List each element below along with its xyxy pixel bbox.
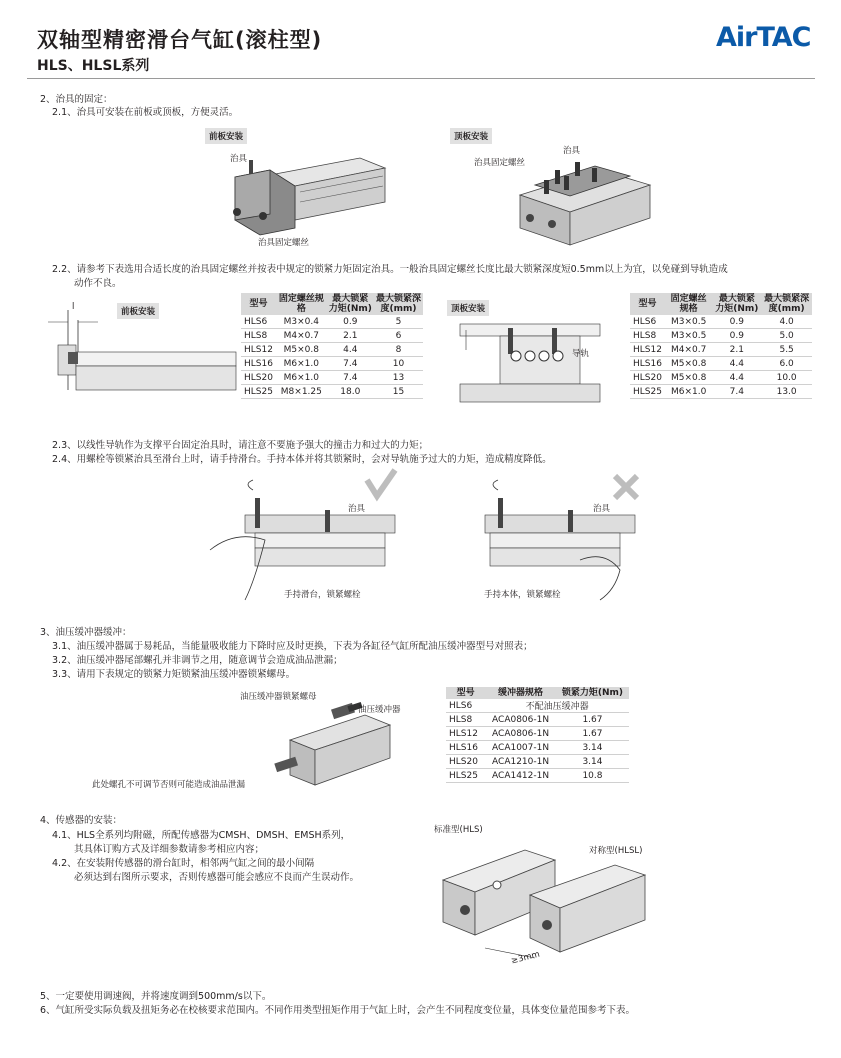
cell: HLS6 — [241, 315, 276, 329]
cell: 15 — [374, 385, 423, 399]
sec2-3-text: 2.3、以线性导轨作为支撑平台固定治具时，请注意不要施予强大的撞击力和过大的力矩； — [52, 440, 429, 451]
cell: M5×0.8 — [665, 371, 712, 385]
cell: 2.1 — [327, 329, 374, 343]
table-row — [241, 329, 423, 343]
cell: M4×0.7 — [276, 329, 327, 343]
cell: 0.9 — [327, 315, 374, 329]
top-mount-section-diagram — [460, 320, 600, 405]
cell: 5.5 — [761, 343, 812, 357]
hold-body-caption: 手持本体，锁紧螺栓 — [484, 590, 561, 600]
table-header: 固定螺丝规格 — [665, 293, 712, 315]
table-row — [446, 741, 629, 755]
top-mount-label: 顶板安装 — [450, 128, 492, 144]
sec4-2-text-line2: 必须达到右图所示要求，否则传感器可能会感应不良而产生误动作。 — [74, 872, 360, 883]
cell: HLS16 — [630, 357, 665, 371]
front-mount-section-diagram — [38, 300, 238, 400]
table-row — [241, 385, 423, 399]
table-row — [630, 385, 812, 399]
cell: HLS8 — [446, 713, 485, 727]
table-row — [241, 357, 423, 371]
cell: 0.9 — [712, 315, 761, 329]
cell: 13.0 — [761, 385, 812, 399]
cell: 不配油压缓冲器 — [485, 699, 629, 713]
cell: 1.67 — [556, 727, 629, 741]
cell: 7.4 — [327, 371, 374, 385]
cell: HLS12 — [446, 727, 485, 741]
table-header: 型号 — [446, 687, 485, 699]
cell: M6×1.0 — [276, 371, 327, 385]
cell: HLS8 — [241, 329, 276, 343]
cell: 7.4 — [712, 385, 761, 399]
hold-table-illustration — [205, 470, 395, 600]
cell: 3.14 — [556, 755, 629, 769]
cell: 13 — [374, 371, 423, 385]
table-header: 固定螺丝规格 — [276, 293, 327, 315]
top-mount-spec-table — [630, 293, 812, 399]
table-header: 缓冲器规格 — [485, 687, 556, 699]
table-header: 最大锁紧力矩(Nm) — [327, 293, 374, 315]
airtac-logo: AirTAC — [716, 22, 811, 53]
sec3-heading: 3、油压缓冲器缓冲： — [40, 627, 132, 638]
cell: 1.67 — [556, 713, 629, 727]
cell: M3×0.4 — [276, 315, 327, 329]
sec3-1-text: 3.1、油压缓冲器属于易耗品，当能量吸收能力下降时应及时更换，下表为各缸径气缸所配油压缓冲器型号对照表； — [52, 641, 533, 652]
shock-nut-label: 油压缓冲器锁紧螺母 — [240, 692, 317, 702]
cell: 10 — [374, 357, 423, 371]
cell: 8 — [374, 343, 423, 357]
page-subtitle: HLS、HLSL系列 — [37, 58, 150, 74]
cell: ACA1210-1N — [485, 755, 556, 769]
standard-type-label: 标准型(HLS) — [434, 825, 483, 835]
sec4-1-text-line1: 4.1、HLS全系列均附磁，所配传感器为CMSH、DMSH、EMSH系列， — [52, 830, 351, 841]
cell: 4.0 — [761, 315, 812, 329]
table-row — [446, 769, 629, 783]
cell: 10.8 — [556, 769, 629, 783]
table-header: 最大锁紧深度(mm) — [374, 293, 423, 315]
cell: 4.4 — [712, 357, 761, 371]
sec4-1-text-line2: 其具体订购方式及详细参数请参考相应内容； — [74, 844, 265, 855]
cell: HLS25 — [446, 769, 485, 783]
table-row — [630, 357, 812, 371]
cell: M3×0.5 — [665, 329, 712, 343]
cell: HLS12 — [241, 343, 276, 357]
table-row — [241, 315, 423, 329]
cell: 2.1 — [712, 343, 761, 357]
cell: HLS20 — [630, 371, 665, 385]
cell: 4.4 — [712, 371, 761, 385]
cell: M4×0.7 — [665, 343, 712, 357]
sec6-text: 6、气缸所受实际负载及扭矩务必在校核要求范围内。不同作用类型扭矩作用于气缸上时，会产生不同程度变位量，具体变位量范围参考下表。 — [40, 1005, 636, 1016]
cell: ACA0806-1N — [485, 727, 556, 741]
front-mount-label: 前板安装 — [205, 128, 247, 144]
shock-absorber-table — [446, 687, 629, 783]
symmetric-type-label: 对称型(HLSL) — [589, 846, 643, 856]
sec2-2-text-line1: 2.2、请参考下表选用合适长度的治具固定螺丝并按表中规定的锁紧力矩固定治具。一般治具固定螺丝长度比最大锁紧深度短0.5mm以上为宜，以免碰到导轨造成 — [52, 264, 728, 275]
cell: ACA1412-1N — [485, 769, 556, 783]
dimension-l-label: l — [72, 302, 75, 312]
cell: HLS20 — [446, 755, 485, 769]
front-mount-spec-table — [241, 293, 423, 399]
jig-screw-label-top: 治具固定螺丝 — [474, 158, 526, 168]
cell: M5×0.8 — [276, 343, 327, 357]
table-row — [630, 315, 812, 329]
table-row — [241, 371, 423, 385]
cell: 5.0 — [761, 329, 812, 343]
cell: M6×1.0 — [665, 385, 712, 399]
sec2-1-text: 2.1、治具可安装在前板或顶板，方便灵活。 — [52, 107, 239, 118]
cell: HLS6 — [446, 699, 485, 713]
sec4-heading: 4、传感器的安装： — [40, 815, 123, 826]
table-row — [241, 343, 423, 357]
hold-body-illustration — [450, 470, 640, 600]
table-row — [446, 713, 629, 727]
table-row — [630, 329, 812, 343]
cell: 18.0 — [327, 385, 374, 399]
cell: HLS16 — [446, 741, 485, 755]
cell: 6 — [374, 329, 423, 343]
sec3-3-text: 3.3、请用下表规定的锁紧力矩锁紧油压缓冲器锁紧螺母。 — [52, 669, 296, 680]
sec2-2-text-line2: 动作不良。 — [74, 278, 122, 289]
cell: ACA0806-1N — [485, 713, 556, 727]
cell: 0.9 — [712, 329, 761, 343]
hold-table-caption: 手持滑台，锁紧螺栓 — [284, 590, 361, 600]
table-header: 最大锁紧深度(mm) — [761, 293, 812, 315]
cell: 6.0 — [761, 357, 812, 371]
sec2-heading: 2、治具的固定： — [40, 94, 113, 105]
table-row — [630, 343, 812, 357]
jig-screw-label-front: 治具固定螺丝 — [258, 238, 310, 248]
cell: 5 — [374, 315, 423, 329]
cell: M6×1.0 — [276, 357, 327, 371]
shock-warning-label: 此处螺孔不可调节否则可能造成油品泄漏 — [92, 780, 246, 790]
cell: M8×1.25 — [276, 385, 327, 399]
cell: 10.0 — [761, 371, 812, 385]
table-header: 锁紧力矩(Nm) — [556, 687, 629, 699]
jig-label-front: 治具 — [230, 154, 248, 164]
cell: HLS12 — [630, 343, 665, 357]
jig-label-hand2: 治具 — [593, 504, 611, 514]
cell: ACA1007-1N — [485, 741, 556, 755]
table-header: 型号 — [241, 293, 276, 315]
top-mount-label-2: 顶板安装 — [447, 300, 489, 316]
cell: HLS25 — [630, 385, 665, 399]
front-mount-label-2: 前板安装 — [117, 303, 159, 319]
min-gap-label: ≥3mm — [510, 949, 541, 967]
cell: 4.4 — [327, 343, 374, 357]
cell: HLS25 — [241, 385, 276, 399]
table-row — [446, 755, 629, 769]
page-title: 双轴型精密滑台气缸(滚柱型) — [37, 28, 323, 52]
cell: HLS20 — [241, 371, 276, 385]
table-row — [446, 699, 629, 713]
cell: 7.4 — [327, 357, 374, 371]
table-row — [630, 371, 812, 385]
table-header: 最大锁紧力矩(Nm) — [712, 293, 761, 315]
shock-absorber-label: 油压缓冲器 — [358, 705, 401, 715]
cell: M3×0.5 — [665, 315, 712, 329]
sec5-text: 5、一定要使用调速阀，并将速度调到500mm/s以下。 — [40, 991, 272, 1002]
sec3-2-text: 3.2、油压缓冲器尾部螺孔并非调节之用，随意调节会造成油品泄漏； — [52, 655, 343, 666]
guide-rail-label: 导轨 — [572, 349, 590, 359]
cell: HLS6 — [630, 315, 665, 329]
cell: HLS16 — [241, 357, 276, 371]
cell: 3.14 — [556, 741, 629, 755]
table-row — [446, 727, 629, 741]
sec2-4-text: 2.4、用螺栓等锁紧治具至滑台上时，请手持滑台。手持本体并将其锁紧时，会对导轨施予过大的力矩，造成精度降低。 — [52, 454, 552, 465]
front-mount-illustration — [225, 140, 395, 260]
header-divider — [27, 78, 815, 79]
cell: HLS8 — [630, 329, 665, 343]
jig-label-top: 治具 — [563, 146, 581, 156]
jig-label-hand1: 治具 — [348, 504, 366, 514]
sec4-2-text-line1: 4.2、在安装附传感器的滑台缸时，相邻两气缸之间的最小间隔 — [52, 858, 315, 869]
cell: M5×0.8 — [665, 357, 712, 371]
table-header: 型号 — [630, 293, 665, 315]
